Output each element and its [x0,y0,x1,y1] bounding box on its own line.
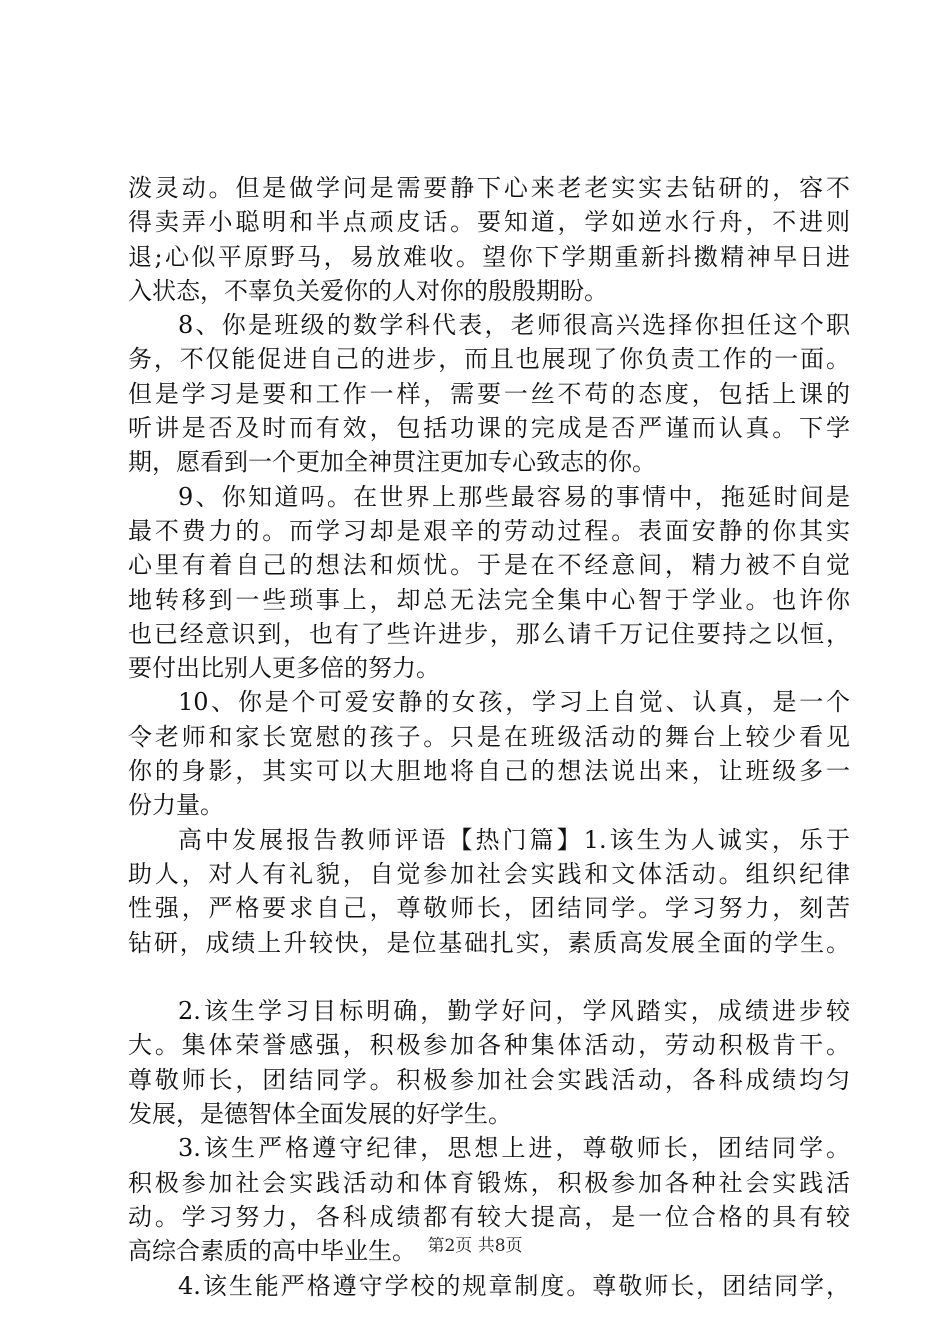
text-line: 入状态，不辜负关爱你的人对你的殷殷期盼。 [128,276,608,305]
text-line: 发展，是德智体全面发展的好学生。 [128,1100,512,1129]
paragraph-start-line: 9、你知道吗。在世界上那些最容易的事情中，拖延时间是 [178,482,850,511]
text-line: 性强，严格要求自己，尊敬师长，团结同学。学习努力，刻苦 [128,894,850,923]
text-line: 要付出比别人更多倍的努力。 [128,654,440,683]
text-line: 但是学习是要和工作一样，需要一丝不苟的态度，包括上课的 [128,379,850,408]
document-body [128,171,850,1303]
text-line: 务，不仅能促进自己的进步，而且也展现了你负责工作的一面。 [128,345,850,374]
text-line: 大。集体荣誉感强，积极参加各种集体活动，劳动积极肯干。 [128,1031,850,1060]
text-line: 也已经意识到，也有了些许进步，那么请千万记住要持之以恒， [128,619,850,648]
text-line: 令老师和家长宽慰的孩子。只是在班级活动的舞台上较少看见 [128,722,850,751]
paragraph-start-line: 10、你是个可爱安静的女孩，学习上自觉、认真，是一个 [178,688,850,717]
text-line: 助人，对人有礼貌，自觉参加社会实践和文体活动。组织纪律 [128,859,850,888]
text-line: 积极参加社会实践活动和体育锻炼，积极参加各种社会实践活 [128,1168,850,1197]
text-line: 尊敬师长，团结同学。积极参加社会实践活动，各科成绩均匀 [128,1065,850,1094]
text-line: 退;心似平原野马，易放难收。望你下学期重新抖擞精神早日进 [128,242,850,271]
paragraph-start-line: 3.该生严格遵守纪律，思想上进，尊敬师长，团结同学。 [178,1134,850,1163]
paragraph-start-line: 8、你是班级的数学科代表，老师很高兴选择你担任这个职 [178,311,850,340]
paragraph-start-line: 4.该生能严格遵守学校的规章制度。尊敬师长，团结同学， [178,1271,850,1300]
paragraph-start-line: 2.该生学习目标明确，勤学好问，学风踏实，成绩进步较 [178,997,850,1026]
text-line: 心里有着自己的想法和烦忧。于是在不经意间，精力被不自觉 [128,551,850,580]
text-line: 钻研，成绩上升较快，是位基础扎实，素质高发展全面的学生。 [128,928,850,957]
text-line: 动。学习努力，各科成绩都有较大提高，是一位合格的具有较 [128,1202,850,1231]
text-line: 你的身影，其实可以大胆地将自己的想法说出来，让班级多一 [128,757,850,786]
text-line: 听讲是否及时而有效，包括功课的完成是否严谨而认真。下学 [128,414,850,443]
text-line: 地转移到一些琐事上，却总无法完全集中心智于学业。也许你 [128,585,850,614]
paragraph-start-line: 高中发展报告教师评语【热门篇】1.该生为人诚实，乐于 [178,825,850,854]
text-line: 泼灵动。但是做学问是需要静下心来老老实实去钻研的，容不 [128,174,850,202]
text-line: 得卖弄小聪明和半点顽皮话。要知道，学如逆水行舟，不进则 [128,208,850,237]
page-number-footer: 第2页 共8页 [427,1236,523,1256]
text-line: 高综合素质的高中毕业生。 [128,1237,416,1266]
paragraph-gap [128,960,850,994]
text-line: 份力量。 [128,791,224,820]
text-line: 最不费力的。而学习却是艰辛的劳动过程。表面安静的你其实 [128,516,850,545]
text-line: 期，愿看到一个更加全神贯注更加专心致志的你。 [128,448,656,477]
